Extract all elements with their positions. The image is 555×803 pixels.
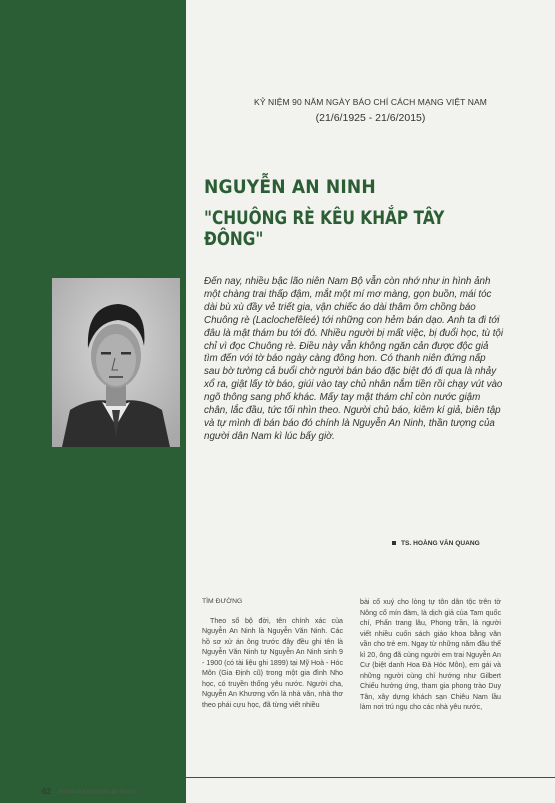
page-footer bbox=[36, 777, 555, 803]
section-heading: TÌM ĐƯỜNG bbox=[202, 598, 243, 605]
body-column-1 bbox=[202, 597, 343, 710]
body-paragraph: Theo sổ bộ đời, tên chính xác của Nguyễn An Ninh là Nguyễn Văn Ninh. Các hồ sơ xử án ông trước đây đều ghi tên là Nguyễn Văn Ninh tự Nguyễn An Ninh sinh 9 - 1900 (có tài liệu ghi 1899) tại Mỹ Hoà - Hóc Môn (Gia Định cũ) trong một gia đình Nho học, có truyền thống yêu nước. Người cha, Nguyễn An Khương vốn là nhà văn, nhà thơ theo phái cựu học, đã từng viết nhiều bbox=[202, 616, 343, 709]
page-number: 62 bbox=[42, 787, 51, 796]
lead-paragraph: Đến nay, nhiều bậc lão niên Nam Bộ vẫn còn nhớ như in hình ảnh một chàng trai thấp đậm, mắt một mí mơ màng, gọn buồn, mái tóc dài bù xù đầy vẻ triết gia, vận chiếc áo dài thâm ôm chồng báo Chuông rè (Laclochefêleé) tới những con hẻm bán dạo. Anh ta đi tới đâu là mật thám bu tới đó. Nhiều người bị mất việc, bị đuổi học, tù tội chỉ vì đọc Chuông rè. Điều này vẫn không ngăn cản được độc giả tìm đến với tờ báo ngày càng đông hơn. Có thanh niên đứng nấp sau bờ tường cả buổi chờ người bán báo đặc biệt đó đi qua là nhảy xổ ra, giật lấy tờ báo, giúi vào tay chủ nhân nắm tiền rồi chạy vút vào ngõ thông sang phố khác. Mấy tay mật thám chỉ còn nước giậm chân, lắc đầu, tức tối nhìn theo. Người chủ báo, kiêm kí giả, biên tập và tự mình đi bán báo đó chính là Nguyễn An Ninh, thần tượng của người dân Nam kì lúc bấy giờ. bbox=[204, 276, 504, 442]
author-byline bbox=[392, 540, 480, 547]
bullet-square-icon bbox=[392, 541, 396, 545]
article-title: NGUYỄN AN NINH bbox=[204, 176, 376, 198]
body-column-2 bbox=[360, 597, 501, 713]
header-dates: (21/6/1925 - 21/6/2015) bbox=[315, 112, 426, 124]
author-name: TS. HOÀNG VĂN QUANG bbox=[401, 540, 480, 547]
header-anniversary: KỶ NIỆM 90 NĂM NGÀY BÁO CHÍ CÁCH MẠNG VIỆT NAM bbox=[254, 97, 487, 107]
article-subtitle: "CHUÔNG RÈ KÊU KHẮP TÂY ĐÔNG" bbox=[204, 208, 445, 250]
publication-name: Bản tin Đại học Quốc gia Hà Nội bbox=[59, 789, 137, 795]
portrait-photo bbox=[52, 278, 180, 447]
body-paragraph: bài cổ xuý cho lòng tự tôn dân tộc trên tờ Nông cổ mín đàm, là dịch giả của Tam quốc chí, Phấn trang lâu, Phong trần, là người viết nhiều cuốn sách giáo khoa bằng văn vần cho trẻ em. Ngay từ những năm đầu thế kỉ 20, ông đã cùng người em trai Nguyễn An Cư (biệt danh Hoa Đà Hóc Môn), em gái và những người cùng chí hướng như Gilbert Chiếu hưởng ứng, tham gia phong trào Duy Tân, xây dựng khách sạn Chiêu Nam lầu làm nơi trú ngụ cho các nhà yêu nước, bbox=[360, 598, 501, 711]
